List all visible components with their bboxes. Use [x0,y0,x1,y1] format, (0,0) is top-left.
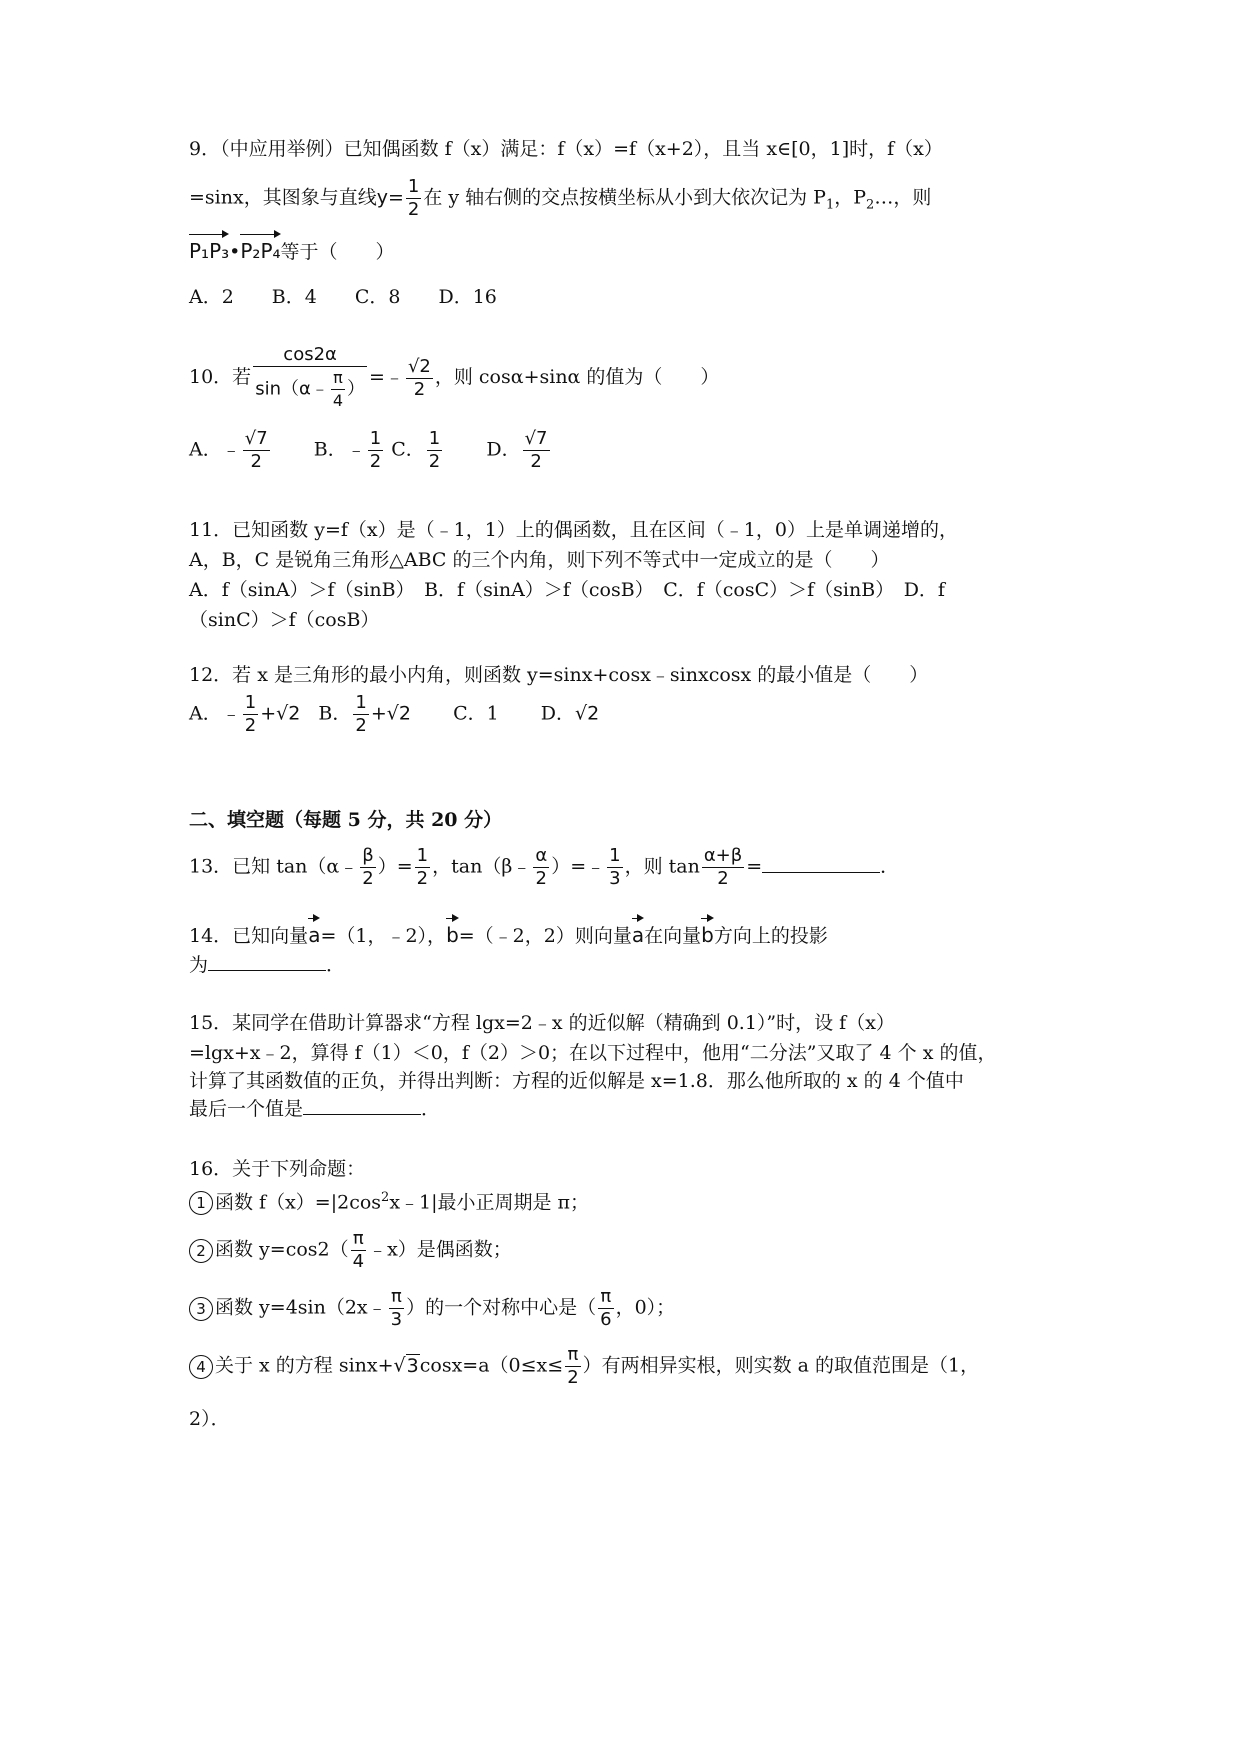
q16-p3-num2: π [598,1286,613,1309]
q10-opt-a-frac [243,428,270,473]
q10-opt-b-label: B． [313,438,347,461]
q16-p2-den: 4 [352,1251,365,1272]
q9-text-b: 在 y 轴右侧的交点按横坐标从小到大依次记为 P [423,186,826,209]
q10-opt-b-sign: ﹣ [346,438,366,461]
q16-p2-num: π [351,1228,366,1251]
q16-line-1: 16．关于下列命题： [189,1158,366,1180]
q14-line-2 [189,950,345,980]
q9-sub-1: 1 [825,197,835,213]
q16-p4b: cosx=a（0≤x≤ [419,1354,564,1377]
q10-opt-a-label: A． [189,438,222,461]
q14-line-1 [189,920,828,951]
q12-opt-d-val: √2 [575,702,600,725]
vector-p1p3: P₁P₃ [189,236,229,266]
q16-p4-sqrt-radicand: 3 [406,1354,419,1377]
sqrt-3: √3 [393,1354,419,1377]
q12-opt-b-frac [353,692,368,737]
q13-f: = [746,855,763,878]
q13-line [189,845,899,890]
q13-f1 [360,845,376,890]
q9-line-3 [189,236,395,267]
q9-frac-num: 1 [407,176,420,197]
q13-a: 13．已知 tan（α﹣ [189,855,359,878]
q16-prop-4-line-2: 2）． [189,1408,230,1430]
q10-main-fraction [253,344,367,412]
q12-opt-a-tail: +√2 [260,702,301,725]
q16-prop-2 [189,1228,512,1273]
q12-opt-b-tail: +√2 [370,702,411,725]
q14-line2-text: 为 [189,954,209,976]
q13-f3-den: 2 [535,868,547,889]
q13-f1-num: β [362,845,374,866]
q9-line-1: 9．（中应用举例）已知偶函数 f（x）满足：f（x）=f（x+2），且当 x∈[0，1]时，f（x） [189,138,943,160]
section-2-title: 二、填空题（每题 5 分，共 20 分） [189,809,503,831]
q10-rhs-den: 2 [413,378,426,400]
q10-opt-d-den: 2 [530,451,542,472]
q10-opt-d-num: √7 [524,428,548,449]
q10-opt-a-sign: ﹣ [221,438,241,461]
q11-line-3: A．f（sinA）＞f（sinB） B．f（sinA）＞f（cosB） C．f（cosC）＞f（sinB） D．f [189,579,945,601]
q10-opt-a-num: √7 [244,428,268,449]
q9-sub-2: 2 [866,197,875,213]
q13-f5 [702,845,744,890]
q12-opt-a-frac [243,692,258,737]
q16-p2-frac [351,1228,366,1273]
q12-line-1: 12．若 x 是三角形的最小内角，则函数 y=sinx+cosx﹣sinxcosx 的最小值是（ ） [189,664,929,686]
q9-y: y= [376,186,404,209]
q16-p1-sup: 2 [381,1190,390,1205]
q13-d: ）=﹣ [551,855,606,878]
q14-answer-blank[interactable] [208,970,326,971]
q13-f2-den: 2 [416,868,429,889]
q16-p4-num: π [565,1344,580,1367]
q16-p3-den2: 6 [600,1309,612,1330]
circled-number-2: 2 [189,1239,213,1263]
q13-f4 [607,845,622,890]
q16-p1b: x﹣1|最小正周期是 π； [389,1191,590,1214]
q13-f3 [533,845,549,890]
q14-e: 方向上的投影 [713,925,828,947]
q14-b: =（1，﹣2）， [320,925,447,947]
q13-c: ，tan（β﹣ [432,855,532,878]
q10-opt-c-num: 1 [428,428,441,449]
q12-opt-a-num: 1 [244,692,257,713]
q16-p3-frac [389,1286,404,1331]
q9-text-d: …，则 [874,186,932,209]
q15-line-1: 15．某同学在借助计算器求“方程 lgx=2﹣x 的近似解（精确到 0.1）”时，设 f（x） [189,1012,895,1034]
q12-opt-c: C．1 [453,702,499,725]
q12-opt-a-label: A． [189,702,222,725]
q16-prop-4 [189,1344,979,1389]
q15-line-4 [189,1094,440,1124]
q12-opt-b-den: 2 [355,715,367,736]
q10-opt-a-den: 2 [250,451,262,472]
q13-f1-den: 2 [362,868,374,889]
q13-f5-num: α+β [703,845,743,866]
q10-options [189,428,552,473]
dot-operator: • [229,241,241,263]
q11-line-2: A，B，C 是锐角三角形△ABC 的三个内角，则下列不等式中一定成立的是（ ） [189,549,890,571]
q16-p2b: ﹣x）是偶函数； [368,1238,512,1261]
q16-p4-den: 2 [567,1367,579,1388]
q13-f2 [415,845,430,890]
q10-opt-d-label: D． [486,438,521,461]
q10-prefix: 10．若 [189,366,252,388]
q10-opt-c-frac [427,428,442,473]
circled-number-1: 1 [189,1191,213,1215]
q12-opt-b-label: B． [318,702,352,725]
q16-p3-den: 3 [390,1309,403,1330]
q13-answer-blank[interactable] [762,872,880,873]
vector-a: a [308,920,320,950]
q10-opt-b-den: 2 [369,451,382,472]
q16-prop-1 [189,1183,589,1217]
q14-a: 14．已知向量 [189,925,309,947]
q12-opt-a-sign: ﹣ [221,702,241,725]
q10-four: 4 [332,391,344,410]
q12-options [189,692,599,737]
q16-p1a: 函数 f（x）=|2cos [215,1191,382,1214]
q15-line4-text: 最后一个值是 [189,1098,304,1120]
q16-p4-frac [565,1344,580,1389]
q16-p3c: ，0）； [615,1296,676,1319]
vector-b-2: b [701,920,714,950]
q12-opt-b-num: 1 [355,692,367,713]
q15-answer-blank[interactable] [303,1114,421,1115]
q9-text: =sinx，其图象与直线 [189,186,377,209]
q10-den-a: sin（α﹣ [255,378,329,400]
q10-opt-d-frac [523,428,550,473]
q9-text-c: ，P [834,186,867,209]
circled-number-4: 4 [189,1355,213,1379]
q10-pi: π [331,367,345,390]
q10-suffix: ，则 cosα+sinα 的值为（ ） [434,366,720,388]
q9-fraction [406,176,421,221]
vector-a-2: a [632,920,644,950]
q10-num: cos2α [253,344,367,367]
q11-line-4: （sinC）＞f（cosB） [189,609,380,631]
q10-opt-b-num: 1 [369,428,382,449]
q14-end: ． [326,954,346,976]
q12-opt-d-label: D． [540,702,576,725]
q10-rhs [406,356,433,401]
q12-opt-a-den: 2 [244,715,257,736]
q13-f4-num: 1 [609,845,621,866]
q13-e: ，则 tan [624,855,700,878]
q14-c: =（﹣2，2）则向量 [458,925,632,947]
q16-p3-frac-2 [598,1286,613,1331]
circled-number-3: 3 [189,1297,213,1321]
vector-b: b [446,920,459,950]
q16-p3a: 函数 y=4sin（2x﹣ [215,1296,387,1319]
q10-opt-c-den: 2 [428,451,441,472]
q9-frac-den: 2 [407,199,420,220]
q10-den-b: ） [347,378,366,400]
q9-options: A．2 B．4 C．8 D．16 [189,286,497,308]
q10-den [253,367,367,412]
q10-opt-b-frac [368,428,383,473]
q16-p4c: ）有两相异实根，则实数 a 的取值范围是（1， [582,1354,980,1377]
q13-f4-den: 3 [609,868,621,889]
q15-line-2: =lgx+x﹣2，算得 f（1）＜0，f（2）＞0；在以下过程中，他用“二分法”又取了 4 个 x 的值， [189,1042,997,1064]
q16-p2a: 函数 y=cos2（ [215,1238,349,1261]
q9-equals-text: 等于（ ） [280,241,395,263]
q16-p4a: 关于 x 的方程 sinx+ [215,1354,394,1377]
q13-end: ． [880,855,900,878]
q13-f3-num: α [535,845,548,866]
q14-d: 在向量 [644,925,702,947]
q10-line-1 [189,344,719,412]
q16-prop-3 [189,1286,675,1331]
q13-b: ）= [377,855,413,878]
q15-end: ． [421,1098,441,1120]
q13-f2-num: 1 [416,845,429,866]
q10-rhs-num: √2 [407,355,431,377]
q11-line-1: 11．已知函数 y=f（x）是（﹣1，1）上的偶函数，且在区间（﹣1，0）上是单调递增的， [189,519,958,541]
q10-opt-c-label: C． [391,438,425,461]
q16-p3b: ）的一个对称中心是（ [406,1296,597,1319]
vector-p2p4: P₂P₄ [240,236,280,266]
q10-pi-over-4 [331,367,345,412]
q16-p3-num: π [389,1286,404,1309]
q10-eq: =﹣ [369,366,404,388]
q15-line-3: 计算了其函数值的正负，并得出判断：方程的近似解是 x=1.8．那么他所取的 x 的 4 个值中 [189,1070,964,1092]
q13-f5-den: 2 [717,868,729,889]
q9-line-2 [189,176,931,221]
